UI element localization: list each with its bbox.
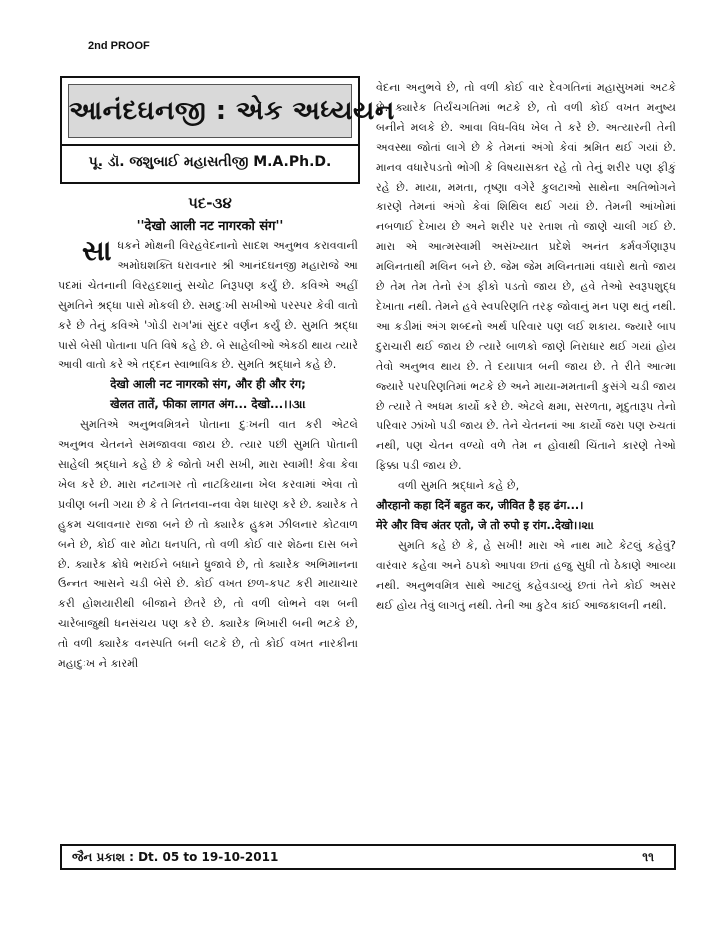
- page-footer: [60, 844, 676, 870]
- intro-text: ધકને મોક્ષની વિરહવેદનાનો સાદશ અનુભવ કરાવવાની અમોઘશક્તિ ધરાવનાર શ્રી આનંદઘનજી મહારાજે આ પદમાં ચેતનાની વિરહદશાનું સચોટ નિરૂપણ કર્યું છે. કવિએ અહીં સુમતિને શ્રદ્ધા પાસે મોકલી છે. સમદુઃખી સખીઓ પરસ્પર કેવી વાતો કરે છે તેનું કવિએ 'ગોડી રાગ'માં સુંદર વર્ણન કર્યું છે. સુમતિ શ્રદ્ધા પાસે બેસી પોતાના પતિ વિષે કહે છે. બે સાહેલીઓ એકઠી થાય ત્યારે આવી વાતો કરે એ તદ્દન સ્વાભાવિક છે. સુમતિ શ્રદ્ધાને કહે છે.: [58, 239, 358, 372]
- right-verse-line-2: मेरे और विच अंतर एतो, जे तो रुपो इ रांग..देखो।।૨।।: [376, 518, 595, 532]
- drop-cap: સા: [82, 234, 112, 267]
- left-column: [58, 236, 358, 674]
- pad-heading: ''देखो आली नट नागरको संग'': [136, 219, 284, 234]
- article-title-box: [60, 76, 395, 184]
- article-author: પૂ. ડૉ. જશુબાઈ મહાસતીજી M.A.Ph.D.: [62, 144, 358, 180]
- publication-info: જૈન પ્રકાશ : Dt. 05 to 19-10-2011: [72, 850, 279, 864]
- page-number: ૧૧: [642, 850, 654, 864]
- right-paragraph-2: સુમતિ કહે છે કે, હે સખી! મારા એ નાથ માટે કેટલું કહેવું? વારંવાર કહેવા અને ઠપકો આપવા છતાં હજુ સુધી તો ઠેકાણે આવ્યા નથી. અનુભવમિત્ર સાથે આટલું કહેવડાવ્યું છતાં તેને કોઈ અસર થઈ હોય તેવું લાગતું નથી. તેની આ કુટેવ કાંઈ આજકાલની નથી.: [376, 538, 676, 612]
- intro-paragraph: [58, 236, 358, 375]
- verse-line-1: देखो आली नट नागरको संग, और ही और रंग;: [110, 377, 306, 392]
- right-column: [376, 78, 676, 615]
- right-lead-in: વળી સુમતિ શ્રદ્ધાને કહે છે,: [398, 479, 520, 493]
- verse-line-2: खेलत तातें, फीका लागत अंग... देखो...।।૩।।: [110, 397, 306, 412]
- proof-label: 2nd PROOF: [88, 40, 150, 52]
- right-paragraph-1: વેદના અનુભવે છે, તો વળી કોઈ વાર દેવગતિનાં મહાસુખમાં અટકે છે. ક્યારેક તિર્યંચગતિમાં ભટકે છે, તો વળી કોઈ વખત મનુષ્ય બનીને મલકે છે. આવા વિધ-વિધ ખેલ તે કરે છે. અત્યારની તેની અવસ્થા જોતાં લાગે છે કે તેમનાં અંગો કેવાં શ્રમિત થઈ ગયાં છે. માનવ વધારેપડતો ભોગી કે વિષયાસક્ત રહે તો તેનું શરીર પણ ફીકું રહે છે. માયા, મમતા, તૃષ્ણા વગેરે કુલટાઓ સાથેના અતિભોગને કારણે તેમનાં અંગો કેવાં શિથિલ થઈ ગયાં છે. તેમની આંખોમાં નબળાઈ દેખાય છે અને શરીર પર રતાશ તો જાણે ચાલી ગઈ છે. મારા એ આત્મસ્વામી અસંખ્યાત પ્રદેશે અનંત કર્મવર્ગણારૂપ મલિનતાથી મલિન બને છે. જેમ જેમ મલિનતામાં વધારો થતો જાય છે તેમ તેમ તેનો રંગ ફીકો પડતો જાય છે, હવે તેઓ સ્વરૂપશુદ્ધ દેખાતા નથી. તેમને હવે સ્વપરિણતિ તરફ જોવાનું મન પણ થતું નથી. આ કડીમાં અંગ શબ્દનો અર્થ પરિવાર પણ લઈ શકાય. જ્યારે બાપ દુરાચારી થઈ જાય છે ત્યારે બાળકો જાણે નિરાધાર થઈ ગયાં હોય તેવો અનુભવ થાય છે. તે દયાપાત્ર બની જાય છે. તે રીતે આત્મા જ્યારે પરપરિણતિમાં ભટકે છે અને માયા-મમતાની કુસંગે ચડી જાય છે ત્યારે તે અધમ કાર્યો કરે છે. એટલે ક્ષમા, સરળતા, મૃદુતારૂપ તેનો પરિવાર ઝાંખો પડી જાય છે. તેને ચેતનનાં આ કાર્યો જરા પણ રુચતાં નથી, પણ ચેતન વળ્યો વળે તેમ ન હોવાથી ચિંતાને કારણે તેઓ ફિક્કા પડી જાય છે.: [376, 81, 676, 473]
- article-title: આનંદઘનજી : એક અધ્યયન: [68, 84, 352, 138]
- right-verse-line-1: औरहानो कहा दिनें बहुत कर, जीवित है इह ढंग...।: [376, 499, 584, 513]
- pad-number: પદ-૩૪: [188, 194, 232, 212]
- body-paragraph: સુમતિએ અનુભવમિત્રને પોતાના દુઃખની વાત કરી એટલે અનુભવ ચેતનને સમજાવવા જાય છે. ત્યાર પછી સુમતિ પોતાની સાહેલી શ્રદ્ધાને કહે છે કે જોતો ખરી સખી, મારા સ્વામી! કેવા કેવા ખેલ કરે છે. મારા નટનાગર તો નાટકિયાના ખેલ કરવામાં એવા તો પ્રવીણ બની ગયા છે કે તે નિતનવા-નવા વેશ ધારણ કરે છે. ક્યારેક તે હુકમ ચલાવનાર રાજા બને છે તો ક્યારેક હુકમ ઝીલનાર કોટવાળ બને છે, કોઈ વાર મોટા ધનપતિ, તો વળી કોઈ વાર શેઠના દાસ બને છે. ક્યારેક ક્રોધે ભરાઈને બધાને ધ્રુજાવે છે, તો ક્યારેક અભિમાનના ઉન્નત આસને ચડી બેસે છે. કોઈ વખત છળ-કપટ કરી માયાચાર કરી હોશયારીથી બીજાને છેતરે છે, તો વળી લોભને વશ બની ચારેબાજુથી ધનસંચય પણ કરે છે. ક્યારેક ભિખારી બની ભટકે છે, તો વળી ક્યારેક વનસ્પતિ બની લટકે છે, તો કોઈ વખત નારકીના મહાદુઃખ ને કારમી: [58, 418, 358, 671]
